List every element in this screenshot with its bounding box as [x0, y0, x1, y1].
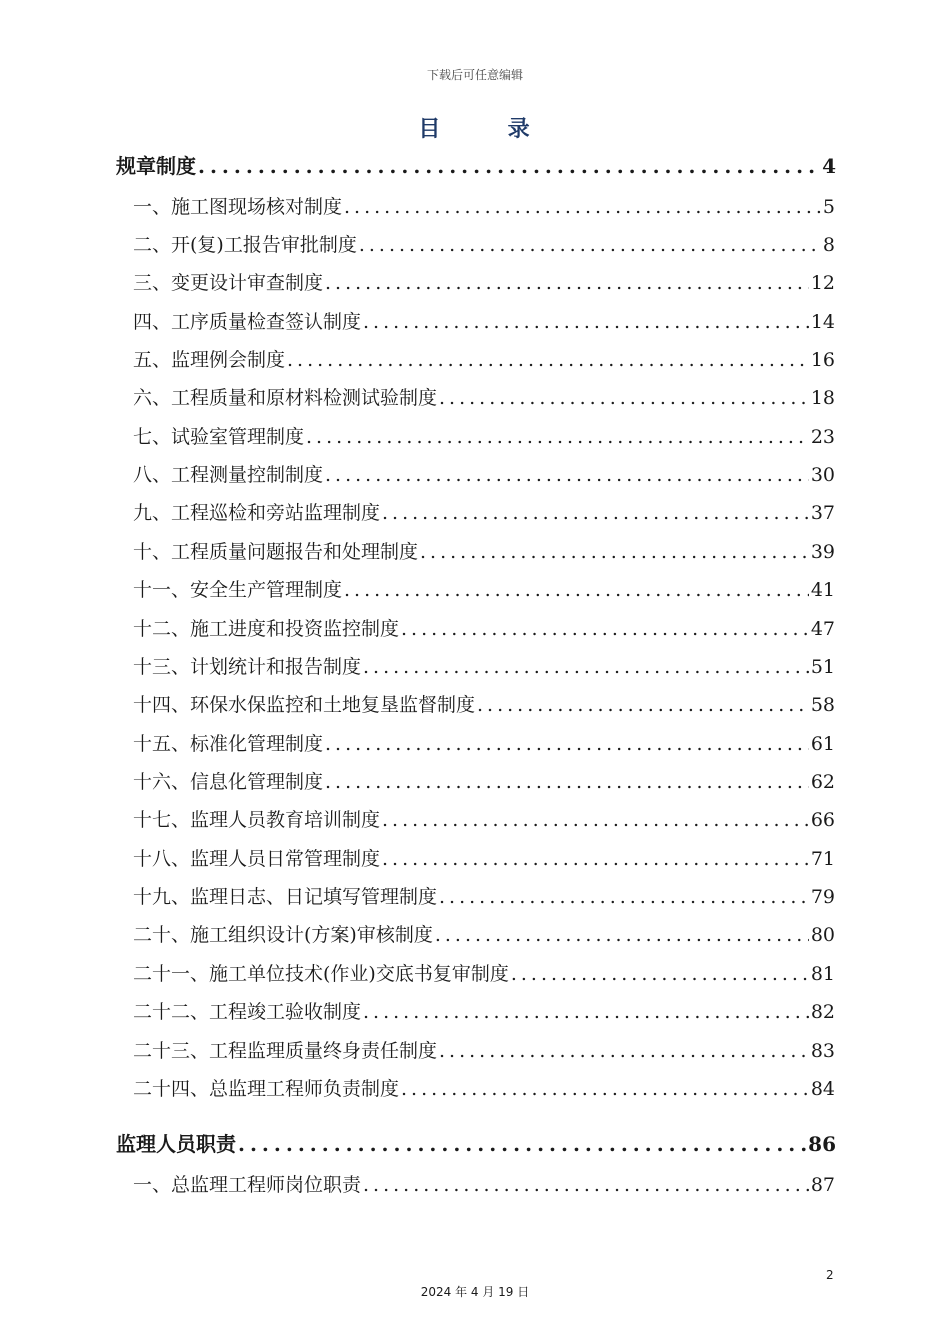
toc-entry-page: 80 [810, 924, 835, 946]
toc-entry-label: 规章制度 [116, 154, 196, 178]
toc-dot-leader [511, 963, 809, 985]
toc-entry-page: 14 [810, 311, 835, 333]
toc-dot-leader [363, 311, 809, 333]
toc-entry[interactable] [133, 920, 835, 947]
toc-entry[interactable] [133, 805, 835, 832]
toc-entry-label: 十一、安全生产管理制度 [133, 579, 343, 601]
toc-entry[interactable] [133, 690, 835, 717]
toc-dot-leader [401, 618, 809, 640]
toc-entry[interactable] [133, 614, 835, 641]
toc-entry[interactable] [133, 767, 835, 794]
toc-entry-page: 71 [810, 848, 835, 870]
toc-section-entry[interactable] [116, 150, 836, 179]
toc-entry-label: 十六、信息化管理制度 [133, 771, 324, 793]
toc-entry-page: 87 [810, 1174, 835, 1196]
toc-dot-leader [287, 349, 809, 371]
toc-entry[interactable] [133, 383, 835, 410]
toc-entry-label: 二十三、工程监理质量终身责任制度 [133, 1040, 438, 1062]
toc-dot-leader [198, 154, 820, 178]
toc-entry-label: 三、变更设计审查制度 [133, 272, 324, 294]
toc-entry-label: 十二、施工进度和投资监控制度 [133, 618, 400, 640]
toc-dot-leader [477, 694, 809, 716]
toc-entry-page: 62 [810, 771, 835, 793]
toc-entry-label: 二、开(复)工报告审批制度 [133, 234, 357, 256]
toc-entry[interactable] [133, 1170, 835, 1197]
toc-entry[interactable] [133, 882, 835, 909]
toc-entry-page: 51 [810, 656, 835, 678]
toc-entry-page: 8 [822, 234, 835, 256]
toc-entry[interactable] [133, 192, 835, 219]
toc-entry-label: 一、施工图现场核对制度 [133, 196, 343, 218]
toc-entry-label: 二十一、施工单位技术(作业)交底书复审制度 [133, 963, 509, 985]
toc-dot-leader [435, 924, 809, 946]
toc-entry-page: 84 [810, 1078, 835, 1100]
toc-entry-page: 83 [810, 1040, 835, 1062]
toc-dot-leader [344, 579, 809, 601]
toc-entry-page: 58 [810, 694, 835, 716]
toc-entry-label: 一、总监理工程师岗位职责 [133, 1174, 362, 1196]
toc-entry-label: 二十四、总监理工程师负责制度 [133, 1078, 400, 1100]
toc-dot-leader [420, 541, 809, 563]
toc-entry[interactable] [133, 422, 835, 449]
toc-entry-page: 39 [810, 541, 835, 563]
toc-entry[interactable] [133, 498, 835, 525]
toc-entry-label: 十、工程质量问题报告和处理制度 [133, 541, 419, 563]
toc-entry-page: 41 [810, 579, 835, 601]
toc-dot-leader [363, 656, 809, 678]
toc-entry[interactable] [133, 959, 835, 986]
toc-entry-label: 七、试验室管理制度 [133, 426, 305, 448]
toc-entry-page: 86 [808, 1132, 836, 1156]
toc-entry-label: 四、工序质量检查签认制度 [133, 311, 362, 333]
toc-entry-page: 79 [810, 886, 835, 908]
toc-entry-page: 66 [810, 809, 835, 831]
toc-dot-leader [363, 1174, 809, 1196]
toc-entry-page: 23 [810, 426, 835, 448]
toc-entry[interactable] [133, 307, 835, 334]
toc-entry-label: 十八、监理人员日常管理制度 [133, 848, 381, 870]
toc-entry-page: 61 [810, 733, 835, 755]
toc-dot-leader [325, 771, 809, 793]
toc-dot-leader [306, 426, 809, 448]
toc-entry-label: 十三、计划统计和报告制度 [133, 656, 362, 678]
toc-entry-page: 18 [810, 387, 835, 409]
toc-dot-leader [382, 809, 809, 831]
toc-entry-page: 16 [810, 349, 835, 371]
toc-entry-page: 47 [810, 618, 835, 640]
toc-entry-label: 六、工程质量和原材料检测试验制度 [133, 387, 438, 409]
toc-entry-page: 82 [810, 1001, 835, 1023]
toc-title-right: 录 [507, 116, 532, 142]
toc-entry[interactable] [133, 1036, 835, 1063]
toc-entry-page: 5 [822, 196, 835, 218]
toc-entry-label: 十五、标准化管理制度 [133, 733, 324, 755]
toc-dot-leader [439, 1040, 809, 1062]
toc-entry-label: 五、监理例会制度 [133, 349, 286, 371]
toc-entry[interactable] [133, 652, 835, 679]
toc-dot-leader [344, 196, 821, 218]
toc-title-left: 目 [418, 116, 443, 142]
toc-dot-leader [439, 387, 809, 409]
toc-entry-page: 12 [810, 272, 835, 294]
toc-entry-label: 十九、监理日志、日记填写管理制度 [133, 886, 438, 908]
toc-dot-leader [401, 1078, 809, 1100]
toc-entry[interactable] [133, 729, 835, 756]
toc-entry-page: 4 [822, 154, 836, 178]
page-number: 2 [826, 1268, 834, 1282]
toc-dot-leader [359, 234, 821, 256]
toc-entry-page: 81 [810, 963, 835, 985]
toc-dot-leader [382, 502, 809, 524]
toc-dot-leader [439, 886, 809, 908]
page-header: 下载后可任意编辑 [426, 68, 523, 82]
toc-entry-label: 八、工程测量控制制度 [133, 464, 324, 486]
toc-entry[interactable] [133, 230, 835, 257]
toc-title [0, 112, 950, 143]
toc-entry-label: 九、工程巡检和旁站监理制度 [133, 502, 381, 524]
toc-entry-page: 30 [810, 464, 835, 486]
toc-entry[interactable] [133, 997, 835, 1024]
toc-entry-page: 37 [810, 502, 835, 524]
toc-entry[interactable] [133, 844, 835, 871]
toc-entry[interactable] [133, 575, 835, 602]
page-footer-date: 2024 年 4 月 19 日 [420, 1285, 530, 1299]
toc-dot-leader [363, 1001, 809, 1023]
toc-entry[interactable] [133, 345, 835, 372]
toc-entry-label: 二十二、工程竣工验收制度 [133, 1001, 362, 1023]
toc-dot-leader [325, 464, 809, 486]
toc-entry-label: 监理人员职责 [116, 1132, 236, 1156]
toc-section-entry[interactable] [116, 1128, 836, 1157]
toc-entry-label: 十七、监理人员教育培训制度 [133, 809, 381, 831]
toc-entry-label: 十四、环保水保监控和土地复垦监督制度 [133, 694, 476, 716]
toc-entry[interactable] [133, 460, 835, 487]
toc-entry[interactable] [133, 268, 835, 295]
toc-entry[interactable] [133, 537, 835, 564]
toc-dot-leader [238, 1132, 806, 1156]
toc-entry[interactable] [133, 1074, 835, 1101]
toc-dot-leader [325, 733, 809, 755]
toc-dot-leader [382, 848, 809, 870]
toc-dot-leader [325, 272, 809, 294]
toc-entry-label: 二十、施工组织设计(方案)审核制度 [133, 924, 433, 946]
